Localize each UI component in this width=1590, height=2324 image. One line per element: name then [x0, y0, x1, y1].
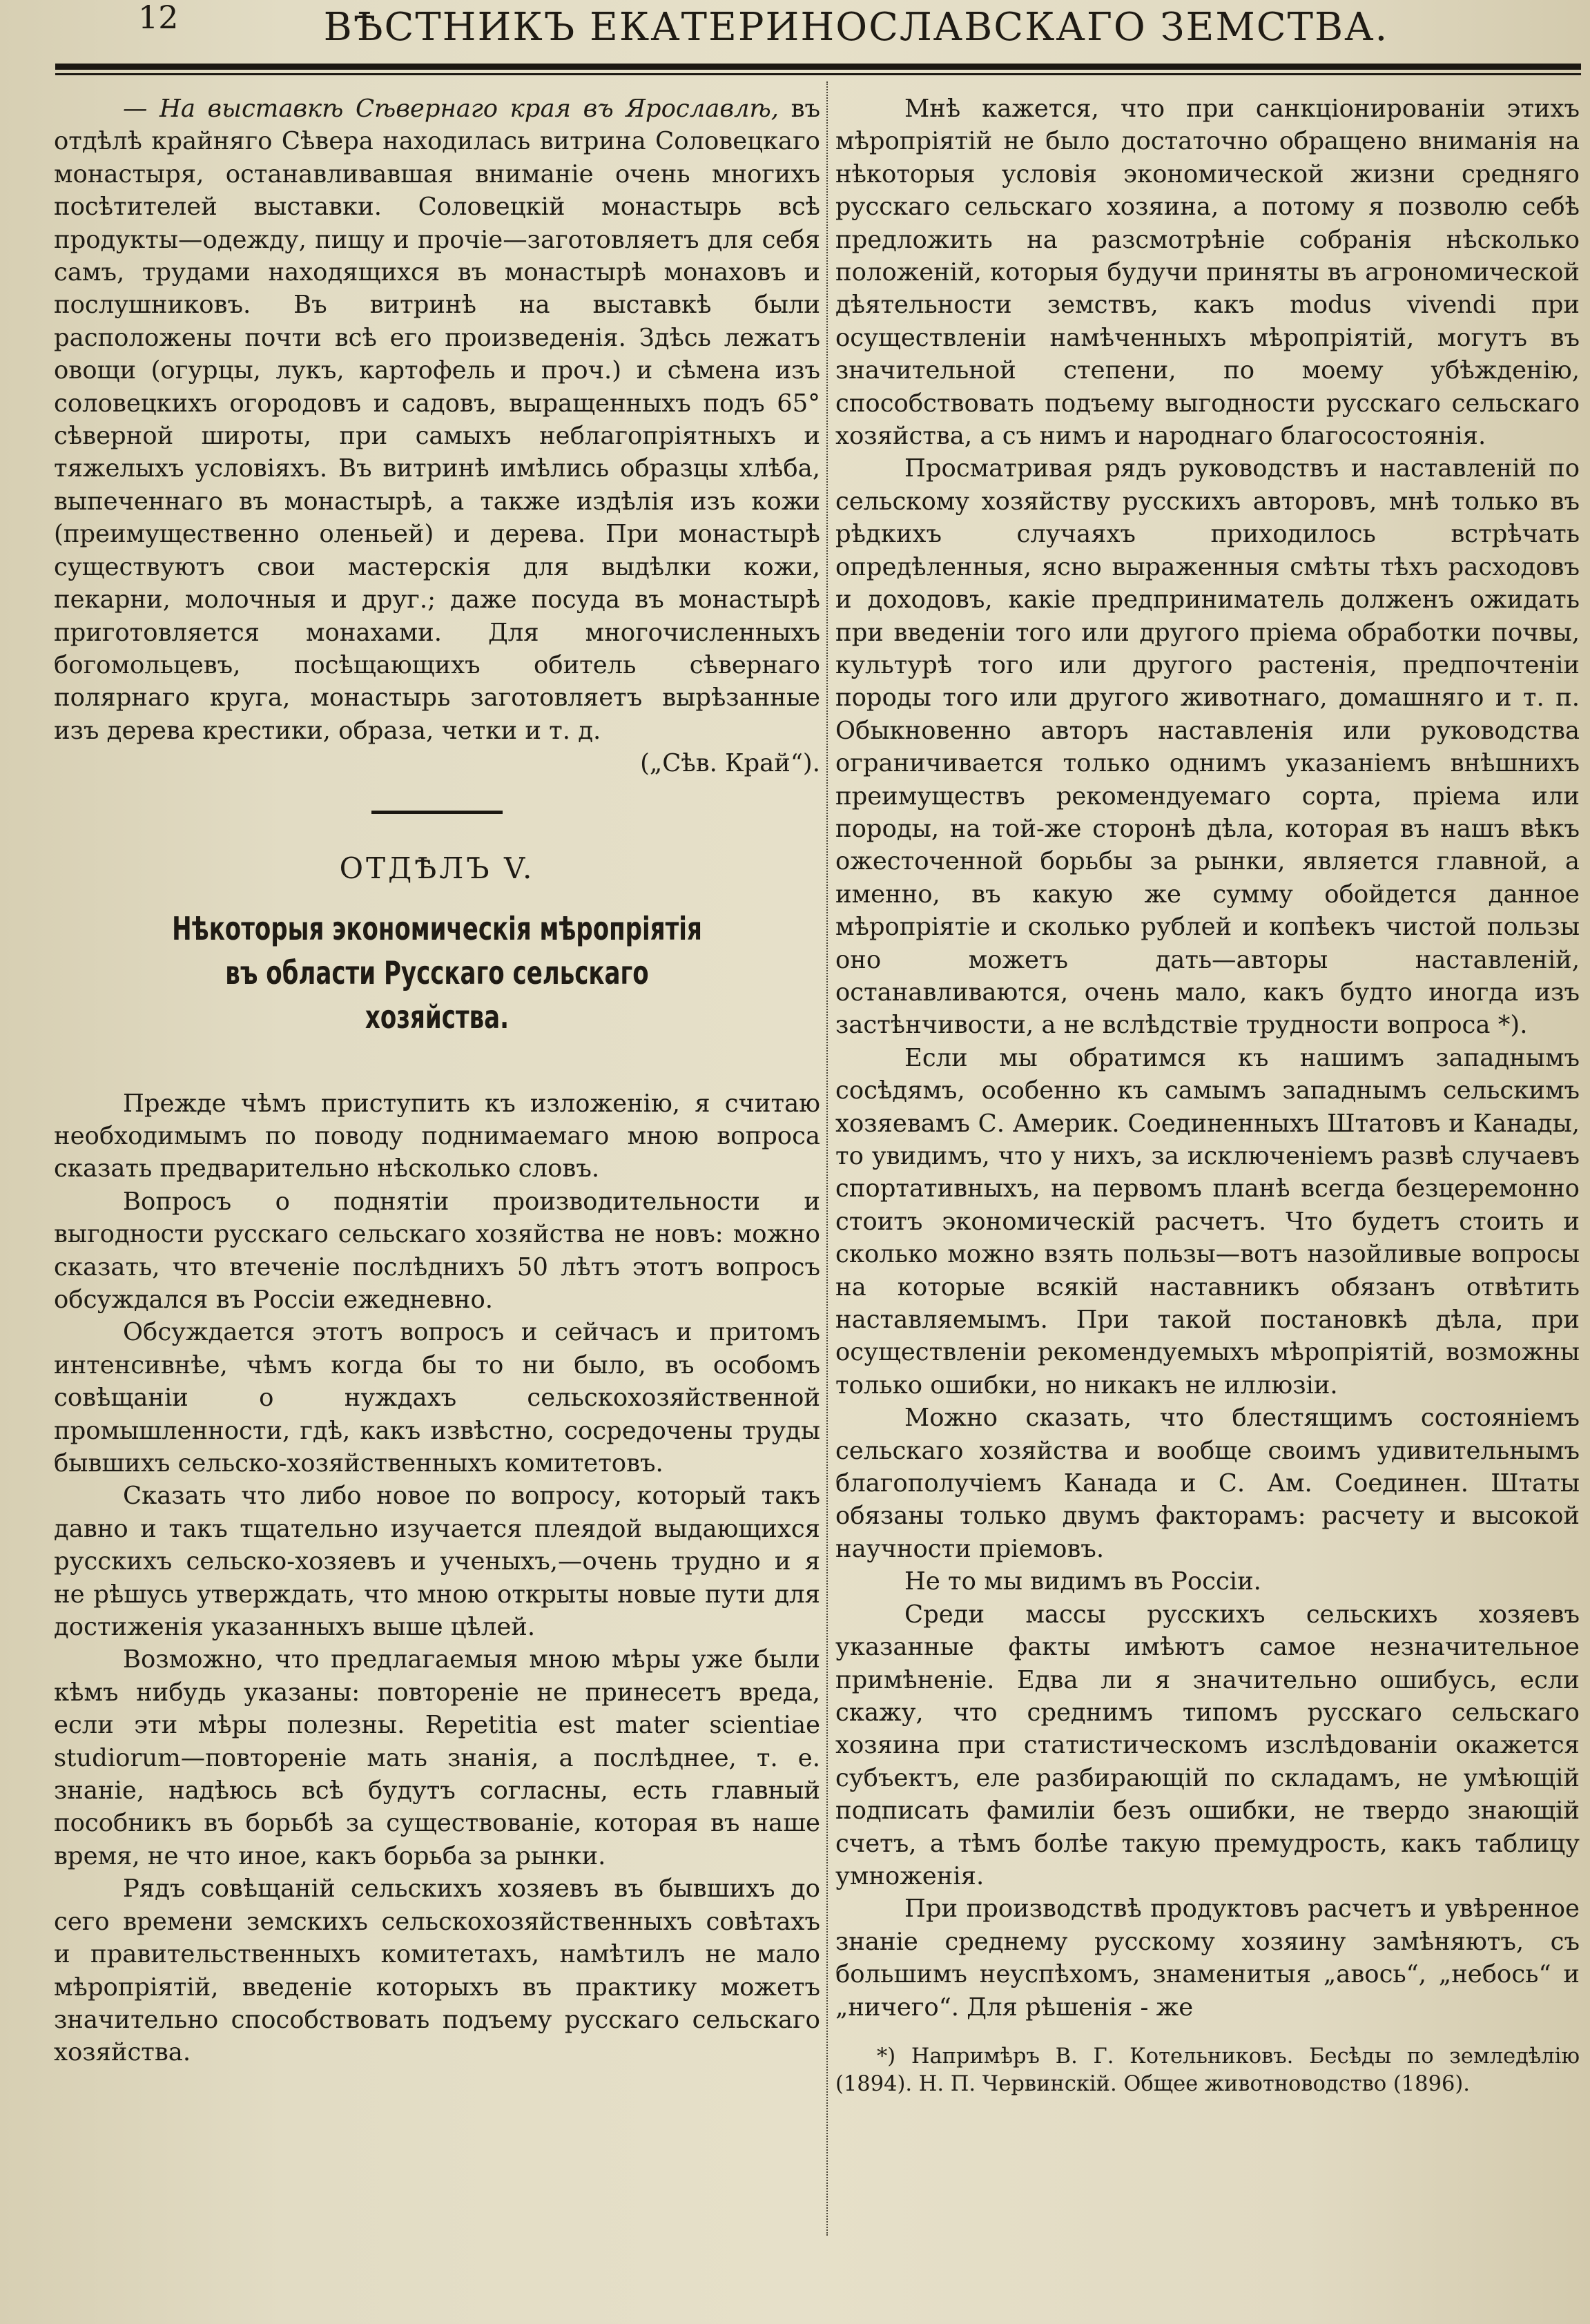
article-paragraph: Можно сказать, что блестящимъ состояніемъ сельскаго хозяйства и вообще своимъ удивительнымъ благополучіемъ Канада и С. Ам. Соединен. Штаты обязаны только двумъ факторамъ: расчету и высокой научности пріемовъ.	[835, 1404, 1580, 1563]
article-paragraph: Среди массы русскихъ сельскихъ хозяевъ указанные факты имѣютъ самое незначительное примѣненіе. Едва ли я значительно ошибусь, если скажу, что среднимъ типомъ русскаго сельскаго хозяина при статистическомъ изслѣдованіи окажется субъектъ, еле разбирающій по складамъ, не умѣющій подписать фамиліи безъ ошибки, не твердо знающій счетъ, а тѣмъ болѣе такую премудрость, какъ таблицу умноженія.	[835, 1600, 1580, 1890]
news-item-lead: — На выставкѣ Сѣвернаго края въ Ярославлѣ,	[123, 95, 779, 123]
article-paragraph: Прежде чѣмъ приступить къ изложенію, я считаю необходимымъ по поводу поднимаемаго мною вопроса сказать предварительно нѣсколько словъ.	[54, 1089, 820, 1183]
article-paragraph: Вопросъ о поднятіи производительности и выгодности русскаго сельскаго хозяйства не новъ: можно сказать, что втеченіе послѣднихъ 50 лѣтъ этотъ вопросъ обсуждался въ Россіи ежедневно.	[54, 1187, 820, 1314]
article-paragraph: Просматривая рядъ руководствъ и наставленій по сельскому хозяйству русскихъ авторовъ, мнѣ только въ рѣдкихъ случаяхъ приходилось встрѣчать опредѣленныя, ясно выраженныя смѣты тѣхъ расходовъ и доходовъ, какіе предприниматель долженъ ожидать при введеніи того или другого пріема обработки почвы, культурѣ того или другого растенія, предпочтеніи породы того или другого животнаго, домашняго и т. п. Обыкновенно авторъ наставленія или руководства ограничивается только однимъ указаніемъ внѣшнихъ преимуществъ рекомендуемаго сорта, пріема или породы, на той-же сторонѣ дѣла, которая въ нашъ вѣкъ ожесточенной борьбы за рынки, является главной, а именно, въ какую же сумму обойдется данное мѣропріятіе и сколько рублей и копѣекъ чистой пользы оно можетъ дать—авторы наставленій, останавливаются, очень мало, какъ будто иногда изъ застѣнчивости, а не вслѣдствіе трудности вопроса *).	[835, 454, 1580, 1040]
article-paragraph: Сказать что либо новое по вопросу, который такъ давно и такъ тщательно изучается плеядой выдающихся русскихъ сельско-хозяевъ и ученыхъ,—очень трудно и я не рѣшусь утверждать, что мною открыты новые пути для достиженія указанныхъ выше цѣлей.	[54, 1482, 820, 1642]
article-paragraph: Рядъ совѣщаній сельскихъ хозяевъ въ бывшихъ до сего времени земскихъ сельскохозяйственныхъ совѣтахъ и правительственныхъ комитетахъ, намѣтилъ не мало мѣропріятій, введеніе которыхъ въ практику можетъ значительно способствовать подъему русскаго сельскаго хозяйства.	[54, 1875, 820, 2067]
news-item-source: („Сѣв. Край“).	[640, 749, 820, 778]
column-divider	[826, 81, 828, 2236]
article-paragraph: Не то мы видимъ въ Россіи.	[904, 1567, 1261, 1596]
article-paragraph: При производствѣ продуктовъ расчетъ и увѣренное знаніе среднему русскому хозяину замѣняютъ, съ большимъ неуспѣхомъ, знаменитыя „авось“, „небось“ и „ничего“. Для рѣшенія - же	[835, 1895, 1580, 2022]
running-title: ВѢСТНИКЪ ЕКАТЕРИНОСЛАВСКАГО ЗЕМСТВА.	[323, 5, 1389, 50]
section-title: Нѣкоторыя экономическія мѣропріятія въ области Русскаго сельскаго хозяйства.	[172, 909, 702, 1036]
article-paragraph: Обсуждается этотъ вопросъ и сейчасъ и притомъ интенсивнѣе, чѣмъ когда бы то ни было, въ особомъ совѣщаніи о нуждахъ сельскохозяйственной промышленности, гдѣ, какъ извѣстно, сосредочены труды бывшихъ сельско-хозяйственныхъ комитетовъ.	[54, 1318, 820, 1478]
section-separator-rule	[371, 811, 503, 814]
article-paragraph: Мнѣ кажется, что при санкціонированіи этихъ мѣропріятій не было достаточно обращено вниманія на нѣкоторыя условія экономической жизни средняго русскаго сельскаго хозяина, а потому я позволю себѣ предложить на разсмотрѣніе собранія нѣсколько положеній, которыя будучи приняты въ агрономической дѣятельности земствъ, какъ modus vivendi при осуществленіи намѣченныхъ мѣропріятій, могутъ въ значительной степени, по моему убѣжденію, способствовать подъему выгодности русскаго сельскаго хозяйства, а съ нимъ и народнаго благосостоянія.	[835, 95, 1580, 451]
section-label: ОТДѢЛЪ V.	[339, 851, 535, 885]
footnote: *) Напримѣръ В. Г. Котельниковъ. Бесѣды по земледѣлію (1894). Н. П. Червинскій. Общее животноводство (1896).	[835, 2044, 1580, 2096]
article-paragraph: Возможно, что предлагаемыя мною мѣры уже были кѣмъ нибудь указаны: повтореніе не принесетъ вреда, если эти мѣры полезны. Repetitia est mater scientiae studiorum—повтореніе мать знанія, а послѣднее, т. е. знаніе, надѣюсь всѣ будутъ согласны, есть главный пособникъ въ борьбѣ за существованіе, которая въ наше время, не что иное, какъ борьба за рынки.	[54, 1645, 820, 1870]
right-column	[835, 93, 1580, 2098]
page-number: 12	[138, 0, 179, 36]
news-item-body: въ отдѣлѣ крайняго Сѣвера находилась витрина Соловецкаго монастыря, останавливавшая вниманіе очень многихъ посѣтителей выставки. Соловецкій монастырь всѣ продукты—одежду, пищу и прочіе—заготовляетъ для себя самъ, трудами находящихся въ монастырѣ монаховъ и послушниковъ. Въ витринѣ на выставкѣ были расположены почти всѣ его произведенія. Здѣсь лежатъ овощи (огурцы, лукъ, картофель и проч.) и сѣмена изъ соловецкихъ огородовъ и садовъ, выращенныхъ подъ 65° сѣверной широты, при самыхъ неблагопріятныхъ и тяжелыхъ условіяхъ. Въ витринѣ имѣлись образцы хлѣба, выпеченнаго въ монастырѣ, а также издѣлія изъ кожи (преимущественно оленьей) и дерева. При монастырѣ существуютъ свои мастерскія для выдѣлки кожи, пекарни, молочныя и друг.; даже посуда въ монастырѣ приготовляется монахами. Для многочисленныхъ богомольцевъ, посѣщающихъ обитель сѣвернаго полярнаго круга, монастырь заготовляетъ вырѣзанные изъ дерева крестики, образа, четки и т. д.	[54, 95, 821, 745]
left-column	[54, 93, 820, 2069]
article-paragraph: Если мы обратимся къ нашимъ западнымъ сосѣдямъ, особенно къ самымъ западнымъ сельскимъ хозяевамъ С. Америк. Соединенныхъ Штатовъ и Канады, то увидимъ, что у нихъ, за исключеніемъ развѣ случаевъ спортативныхъ, на первомъ планѣ всегда безцеремонно стоитъ экономическій расчетъ. Что будетъ стоить и сколько можно взять пользы—вотъ назойливые вопросы на которые всякій наставникъ обязанъ отвѣтить наставляемымъ. При такой постановкѣ дѣла, при осуществленіи рекомендуемыхъ мѣропріятій, возможны только ошибки, но никакъ не иллюзіи.	[835, 1043, 1580, 1400]
news-item	[54, 93, 821, 778]
header-double-rule	[55, 64, 1581, 75]
